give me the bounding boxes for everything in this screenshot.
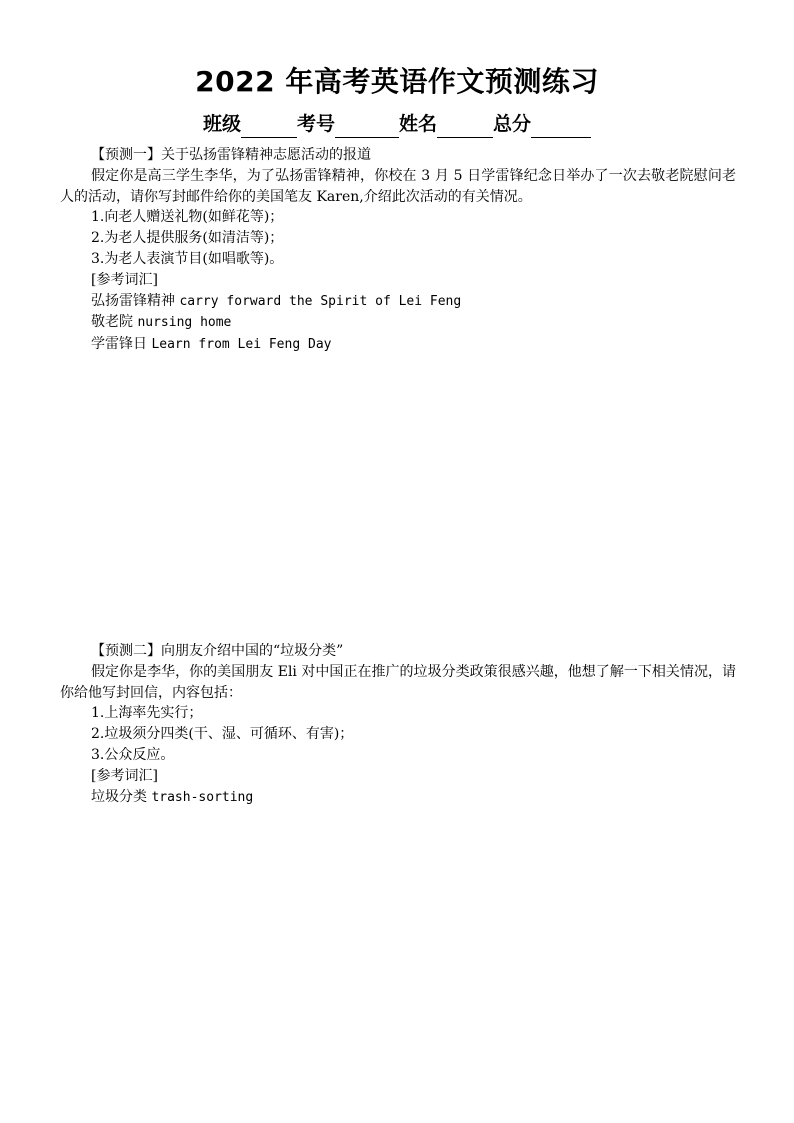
- point-item: 1.上海率先实行；: [91, 705, 203, 722]
- prediction-one-section: [60, 145, 736, 356]
- task-paragraph: 假定你是高三学生李华，为了弘扬雷锋精神，你校在 3 月 5 日学雷锋纪念日举办了一次去敬老院慰问老人的活动，请你写封邮件给你的美国笔友 Karen,介绍此次活动的有关情况。: [60, 167, 736, 205]
- class-blank: [241, 117, 297, 138]
- point-item: 1.向老人赠送礼物(如鲜花等)；: [91, 209, 284, 226]
- point-item: 2.垃圾须分四类(干、湿、可循环、有害)；: [91, 726, 354, 743]
- exam-no-label: 考号: [296, 113, 335, 135]
- vocab-en: nursing home: [137, 315, 232, 331]
- vocab-item: [60, 312, 736, 334]
- student-info-line: [0, 110, 794, 138]
- vocab-item: [60, 334, 736, 356]
- total-score-blank: [531, 117, 591, 138]
- section-heading: 【预测二】向朋友介绍中国的“垃圾分类”: [91, 643, 344, 659]
- class-label: 班级: [202, 113, 241, 135]
- section-heading: 【预测一】关于弘扬雷锋精神志愿活动的报道: [91, 147, 371, 163]
- point-item: 3.公众反应。: [91, 746, 175, 763]
- prediction-two-section: [60, 641, 736, 808]
- vocab-zh: 弘扬雷锋精神: [91, 292, 175, 309]
- vocab-label: [参考词汇]: [91, 271, 158, 288]
- vocab-en: carry forward the Spirit of Lei Feng: [179, 293, 462, 309]
- task-paragraph: 假定你是李华，你的美国朋友 Eli 对中国正在推广的垃圾分类政策很感兴趣，他想了解一下相关情况，请你给他写封回信，内容包括：: [60, 663, 736, 701]
- vocab-label: [参考词汇]: [91, 767, 158, 784]
- name-blank: [437, 117, 493, 138]
- point-item: 2.为老人提供服务(如清洁等)；: [91, 230, 284, 247]
- point-item: 3.为老人表演节目(如唱歌等)。: [91, 250, 284, 267]
- name-label: 姓名: [399, 113, 438, 135]
- vocab-en: Learn from Lei Feng Day: [151, 337, 332, 353]
- total-score-label: 总分: [493, 113, 532, 135]
- vocab-en: trash-sorting: [151, 789, 254, 805]
- vocab-zh: 敬老院: [91, 314, 133, 331]
- vocab-item: [60, 291, 736, 313]
- vocab-item: [60, 787, 736, 809]
- exam-no-blank: [335, 117, 399, 138]
- vocab-zh: 学雷锋日: [91, 336, 147, 353]
- page-title: 2022 年高考英语作文预测练习: [195, 65, 599, 98]
- vocab-zh: 垃圾分类: [91, 788, 147, 805]
